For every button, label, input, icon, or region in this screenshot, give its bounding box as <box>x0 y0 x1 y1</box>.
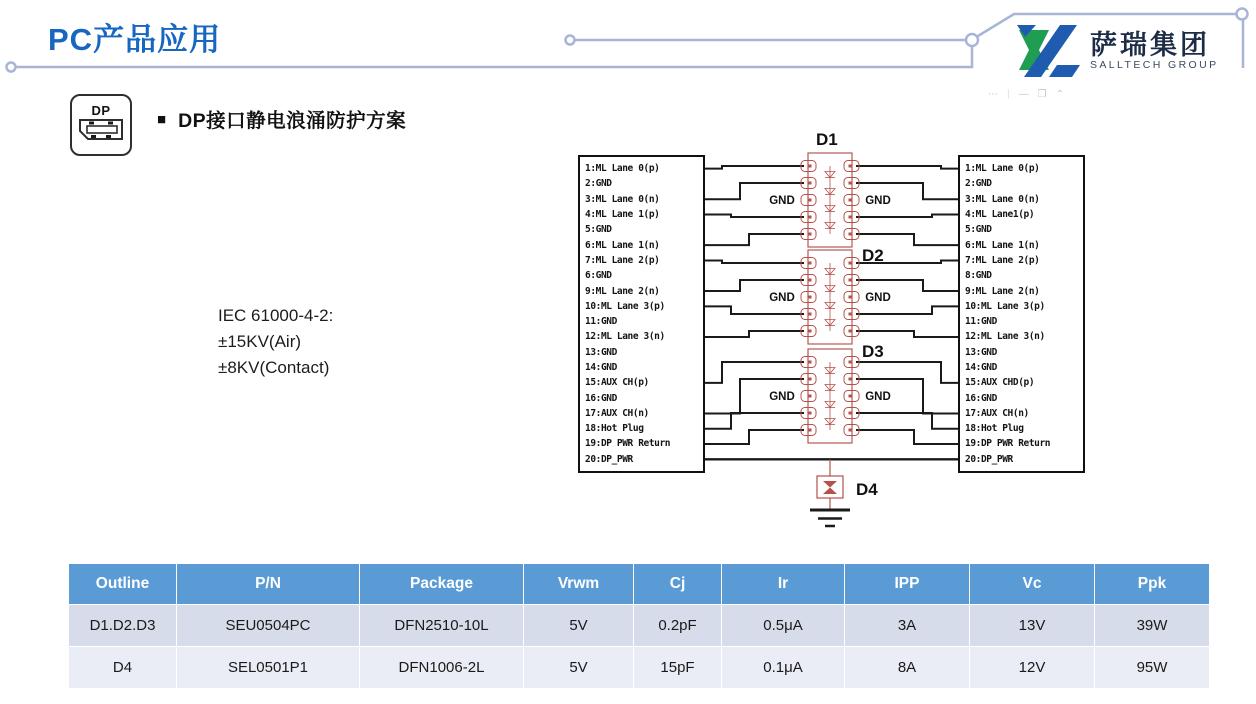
dp-port-label: DP <box>91 103 111 118</box>
tvs-pad-dot <box>849 429 852 432</box>
tvs-pad-dot <box>849 199 852 202</box>
d4-diode-triangle <box>823 488 837 495</box>
gnd-label: GND <box>865 195 891 207</box>
pin-label: 15:AUX CH(p) <box>585 377 649 389</box>
pin-label: 7:ML Lane 2(p) <box>585 254 660 266</box>
signal-wire <box>705 306 804 314</box>
pin-label: 16:GND <box>585 392 617 404</box>
tvs-pad-dot <box>849 378 852 381</box>
iec-line: ±8KV(Contact) <box>218 358 330 377</box>
signal-wire <box>856 413 958 429</box>
table-row <box>69 647 1210 689</box>
tvs-pad-dot <box>849 165 852 168</box>
table-cell: 0.1μA <box>722 647 845 689</box>
tvs-pad-dot <box>809 429 812 432</box>
pin-label: 20:DP_PWR <box>585 453 633 465</box>
table-cell: 95W <box>1095 647 1210 689</box>
tvs-pad-dot <box>849 216 852 219</box>
tvs-pad-dot <box>809 412 812 415</box>
signal-wire <box>705 430 804 444</box>
gnd-label: GND <box>865 292 891 304</box>
gnd-label: GND <box>865 391 891 403</box>
section-heading <box>157 105 406 133</box>
pin-label: 6:GND <box>585 270 612 282</box>
iec-standard-block <box>218 303 333 381</box>
component-label: D4 <box>856 480 878 499</box>
gnd-label: GND <box>769 195 795 207</box>
tvs-pad-dot <box>809 262 812 265</box>
pin-label: 5:GND <box>585 224 612 236</box>
page-title: PC产品应用 <box>48 22 222 57</box>
signal-wire <box>705 215 804 217</box>
tvs-pad-dot <box>849 395 852 398</box>
pin-label: 10:ML Lane 3(p) <box>585 300 665 312</box>
connector-left-box <box>578 155 705 473</box>
column-header: Ir <box>722 564 845 605</box>
component-label: D2 <box>862 246 884 265</box>
gnd-label: GND <box>769 292 795 304</box>
tvs-pad-dot <box>809 199 812 202</box>
column-header: Package <box>360 564 524 605</box>
pin-label: 12:ML Lane 3(n) <box>965 331 1045 343</box>
signal-wire <box>856 331 958 337</box>
signal-wire <box>856 215 958 217</box>
table-header-row <box>69 564 1210 605</box>
pin-label: 9:ML Lane 2(n) <box>585 285 660 297</box>
tvs-pad-dot <box>809 313 812 316</box>
signal-wire <box>705 413 804 429</box>
pin-label: 2:GND <box>585 178 612 190</box>
company-name-en: SALLTECH GROUP <box>1090 59 1219 72</box>
tvs-pad-dot <box>849 233 852 236</box>
table-cell: 0.2pF <box>634 605 722 647</box>
tvs-pad-dot <box>849 182 852 185</box>
section-heading-text: DP接口静电浪涌防护方案 <box>178 110 407 132</box>
pin-label: 17:AUX CH(n) <box>965 407 1029 419</box>
table-cell: 5V <box>524 647 634 689</box>
tvs-pad-dot <box>849 296 852 299</box>
dp-port-icon <box>70 94 132 156</box>
signal-wire <box>705 280 804 291</box>
pin-label: 18:Hot Plug <box>965 423 1024 435</box>
tvs-pad-dot <box>809 330 812 333</box>
tvs-pad-dot <box>809 182 812 185</box>
table-cell: DFN1006-2L <box>360 647 524 689</box>
tvs-pad-dot <box>849 330 852 333</box>
pin-label: 14:GND <box>585 362 617 373</box>
column-header: Cj <box>634 564 722 605</box>
pin-label: 6:ML Lane 1(n) <box>965 239 1040 251</box>
column-header: Outline <box>69 564 177 605</box>
pin-label: 19:DP PWR Return <box>585 438 671 450</box>
restore-icon[interactable]: ❐ <box>1037 89 1047 100</box>
table-cell: SEL0501P1 <box>177 647 360 689</box>
signal-wire <box>705 234 804 245</box>
component-label: D1 <box>816 130 838 149</box>
pin-label: 8:GND <box>965 270 992 282</box>
tvs-pad-dot <box>809 279 812 282</box>
signal-wire <box>856 166 958 169</box>
tvs-pad-dot <box>809 233 812 236</box>
pin-label: 16:GND <box>965 392 997 404</box>
table-cell: 5V <box>524 605 634 647</box>
pin-label: 13:GND <box>585 346 617 358</box>
signal-wire <box>856 430 958 444</box>
tvs-pad-dot <box>849 262 852 265</box>
pin-label: 12:ML Lane 3(n) <box>585 331 665 343</box>
pin-label: 14:GND <box>965 362 997 373</box>
minimize-icon[interactable]: — <box>1018 89 1029 100</box>
pin-label: 7:ML Lane 2(p) <box>965 254 1040 266</box>
tvs-pad-dot <box>849 361 852 364</box>
dp-connector-icon <box>77 118 125 142</box>
bullet-square-icon: ■ <box>157 110 167 128</box>
signal-wire <box>856 280 958 291</box>
column-header: Vc <box>970 564 1095 605</box>
pin-label: 3:ML Lane 0(n) <box>585 193 660 205</box>
pin-label: 13:GND <box>965 346 997 358</box>
tvs-pad-dot <box>809 296 812 299</box>
column-header: Vrwm <box>524 564 634 605</box>
table-cell: 13V <box>970 605 1095 647</box>
d4-diode-triangle <box>823 481 837 488</box>
table-cell: 3A <box>845 605 970 647</box>
tvs-pad-dot <box>809 395 812 398</box>
company-name-cn: 萨瑞集团 <box>1090 29 1210 60</box>
column-header: IPP <box>845 564 970 605</box>
pin-label: 11:GND <box>585 316 617 328</box>
table-cell: 39W <box>1095 605 1210 647</box>
tvs-pad-dot <box>809 361 812 364</box>
pin-label: 6:ML Lane 1(n) <box>585 239 660 251</box>
company-logo <box>1016 24 1219 78</box>
pin-label: 9:ML Lane 2(n) <box>965 285 1040 297</box>
pin-label: 11:GND <box>965 316 997 328</box>
pin-label: 1:ML Lane 0(p) <box>965 163 1040 175</box>
toolbar-divider: | <box>1007 89 1010 100</box>
schematic-diagram <box>560 95 1105 565</box>
signal-wire <box>705 331 804 337</box>
collapse-icon[interactable]: ⌃ <box>1055 89 1064 100</box>
pin-label: 15:AUX CHD(p) <box>965 377 1035 389</box>
tvs-pad-dot <box>809 378 812 381</box>
tvs-pad-dot <box>809 165 812 168</box>
pin-label: 4:ML Lane1(p) <box>965 209 1035 221</box>
tvs-pad-dot <box>809 216 812 219</box>
signal-wire <box>705 260 804 263</box>
spec-table <box>68 563 1210 689</box>
component-label: D3 <box>862 342 884 361</box>
table-cell: DFN2510-10L <box>360 605 524 647</box>
pin-label: 19:DP PWR Return <box>965 438 1051 450</box>
tvs-pad-dot <box>849 279 852 282</box>
pin-label: 3:ML Lane 0(n) <box>965 193 1040 205</box>
pin-label: 20:DP_PWR <box>965 453 1013 465</box>
pin-label: 18:Hot Plug <box>585 423 644 435</box>
table-cell: SEU0504PC <box>177 605 360 647</box>
table-cell: 15pF <box>634 647 722 689</box>
column-header: P/N <box>177 564 360 605</box>
connector-right-box <box>958 155 1085 473</box>
iec-line: ±15KV(Air) <box>218 332 302 351</box>
tvs-pad-dot <box>849 313 852 316</box>
pin-label: 17:AUX CH(n) <box>585 407 649 419</box>
pin-label: 1:ML Lane 0(p) <box>585 163 660 175</box>
logo-mark-icon <box>1016 24 1080 78</box>
table-cell: D4 <box>69 647 177 689</box>
signal-wire <box>856 234 958 245</box>
tvs-pad-dot <box>849 412 852 415</box>
column-header: Ppk <box>1095 564 1210 605</box>
table-row <box>69 605 1210 647</box>
table-cell: 8A <box>845 647 970 689</box>
gnd-label: GND <box>769 391 795 403</box>
pin-label: 10:ML Lane 3(p) <box>965 300 1045 312</box>
table-cell: 0.5μA <box>722 605 845 647</box>
signal-wire <box>705 166 804 169</box>
signal-wire <box>856 306 958 314</box>
table-cell: D1.D2.D3 <box>69 605 177 647</box>
iec-line: IEC 61000-4-2: <box>218 306 334 325</box>
table-cell: 12V <box>970 647 1095 689</box>
pin-label: 2:GND <box>965 178 992 190</box>
more-options-icon[interactable]: ⋯ <box>988 89 998 100</box>
pin-label: 5:GND <box>965 224 992 236</box>
pin-label: 4:ML Lane 1(p) <box>585 209 660 221</box>
